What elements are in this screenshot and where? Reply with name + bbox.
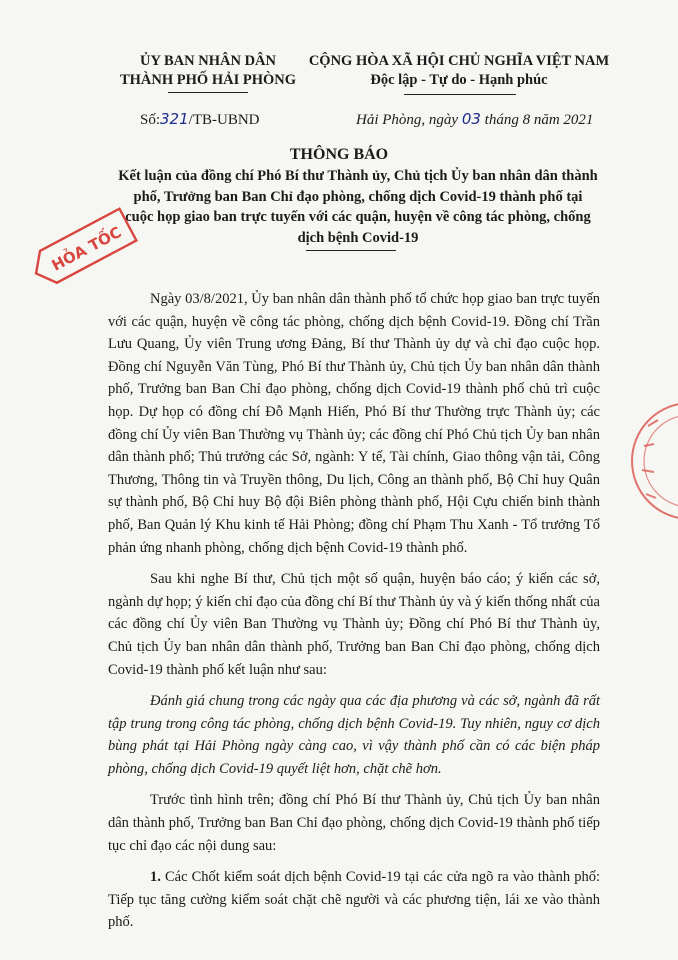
- urgent-stamp: [22, 202, 142, 295]
- authority-underline: [168, 92, 248, 93]
- authority-line-1: ỦY BAN NHÂN DÂN: [139, 53, 276, 69]
- paragraph-conclusion-intro: Sau khi nghe Bí thư, Chủ tịch một số quận, huyện báo cáo; ý kiến các sở, ngành dự họp; ý kiến chỉ đạo của đồng chí Bí thư Thành ủy và ý kiến thống nhất của các đồng chí Ủy viên Ban Thường vụ Thành ủy; Đồng chí Phó Bí thư Thành ủy, Chủ tịch Ủy ban nhân dân thành phố, Trưởng ban Ban Chỉ đạo phòng, chống dịch Covid-19 thành phố kết luận như sau:: [108, 571, 600, 678]
- document-number: [140, 110, 260, 129]
- nation-name: CỘNG HÒA XÃ HỘI CHỦ NGHĨA VIỆT NAM: [308, 53, 610, 69]
- directive-number: 1.: [150, 869, 161, 886]
- document-title: THÔNG BÁO: [289, 146, 389, 163]
- motto: Độc lập - Tự do - Hạnh phúc: [370, 72, 548, 88]
- paragraph-general-assessment: Đánh giá chung trong các ngày qua các địa phương và các sở, ngành đã rất tập trung trong công tác phòng, chống dịch bệnh Covid-19. Tuy nhiên, nguy cơ dịch bùng phát tại Hải Phòng ngày càng cao, vì vậy thành phố cần có các biện pháp phòng, chống dịch Covid-19 quyết liệt hơn, chặt chẽ hơn.: [108, 693, 600, 777]
- document-subject: Kết luận của đồng chí Phó Bí thư Thành ủy, Chủ tịch Ủy ban nhân dân thành phố, Trưởng ban Ban Chỉ đạo phòng, chống dịch Covid-19 thành phố tại cuộc họp giao ban trực tuyến với các quận, huyện về công tác phòng, chống dịch bệnh Covid-19: [118, 168, 598, 246]
- national-motto: [304, 52, 614, 90]
- subject-underline: [306, 250, 396, 251]
- paragraph-directives-intro: Trước tình hình trên; đồng chí Phó Bí thư Thành ủy, Chủ tịch Ủy ban nhân dân thành phố, Trưởng ban Ban Chỉ đạo phòng, chống dịch Covid-19 thành phố tiếp tục chỉ đạo các nội dung sau:: [108, 792, 600, 854]
- directive-1-text: Các Chốt kiểm soát dịch bệnh Covid-19 tại các cửa ngõ ra vào thành phố: Tiếp tục tăng cường kiểm soát chặt chẽ người và các phương tiện, lái xe vào thành phố.: [108, 869, 600, 931]
- paragraph-meeting-info: Ngày 03/8/2021, Ủy ban nhân dân thành phố tổ chức họp giao ban trực tuyến với các quận, huyện về công tác phòng, chống dịch bệnh Covid-19. Đồng chí Trần Lưu Quang, Ủy viên Trung ương Đảng, Bí thư Thành ủy dự và chỉ đạo cuộc họp. Đồng chí Nguyễn Văn Tùng, Phó Bí thư Thành ủy, Chủ tịch Ủy ban nhân dân thành phố, Trưởng ban Ban Chỉ đạo phòng, chống dịch Covid-19 thành phố chủ trì cuộc họp. Dự họp có đồng chí Đỗ Mạnh Hiến, Phó Bí thư Thường trực Thành ủy; các đồng chí Ủy viên Ban Thường vụ Thành ủy; các đồng chí Phó Chủ tịch Ủy ban nhân dân thành phố; Thủ trưởng các Sở, ngành: Y tế, Tài chính, Giao thông vận tải, Công Thương, Thông tin và Truyền thông, Du lịch, Công an thành phố, Bộ Chỉ huy Quân sự thành phố, Bộ Chỉ huy Bộ đội Biên phòng thành phố, Hội Cựu chiến binh thành phố, Ban Quản lý Khu kinh tế Hải Phòng; đồng chí Phạm Thu Xanh - Tổ trưởng Tổ phản ứng nhanh phòng, chống dịch bệnh Covid-19 thành phố.: [108, 291, 600, 556]
- date-rest: tháng 8 năm 2021: [480, 112, 594, 128]
- date-day-handwritten: 03: [461, 110, 481, 128]
- urgent-stamp-label: HỎA TỐC: [48, 223, 125, 275]
- authority-line-2: THÀNH PHỐ HẢI PHÒNG: [119, 72, 297, 88]
- doc-number-prefix: Số:: [140, 112, 161, 128]
- paragraph-directive-1: [108, 866, 600, 934]
- date-place: Hải Phòng, ngày: [356, 112, 462, 128]
- doc-number-suffix: /TB-UBND: [188, 112, 260, 128]
- doc-number-handwritten: 321: [160, 110, 189, 128]
- document-body: [108, 288, 600, 934]
- red-seal-fragment: [628, 386, 678, 536]
- issuing-authority: [118, 52, 298, 90]
- date-line: [356, 110, 593, 129]
- motto-underline: [404, 94, 516, 95]
